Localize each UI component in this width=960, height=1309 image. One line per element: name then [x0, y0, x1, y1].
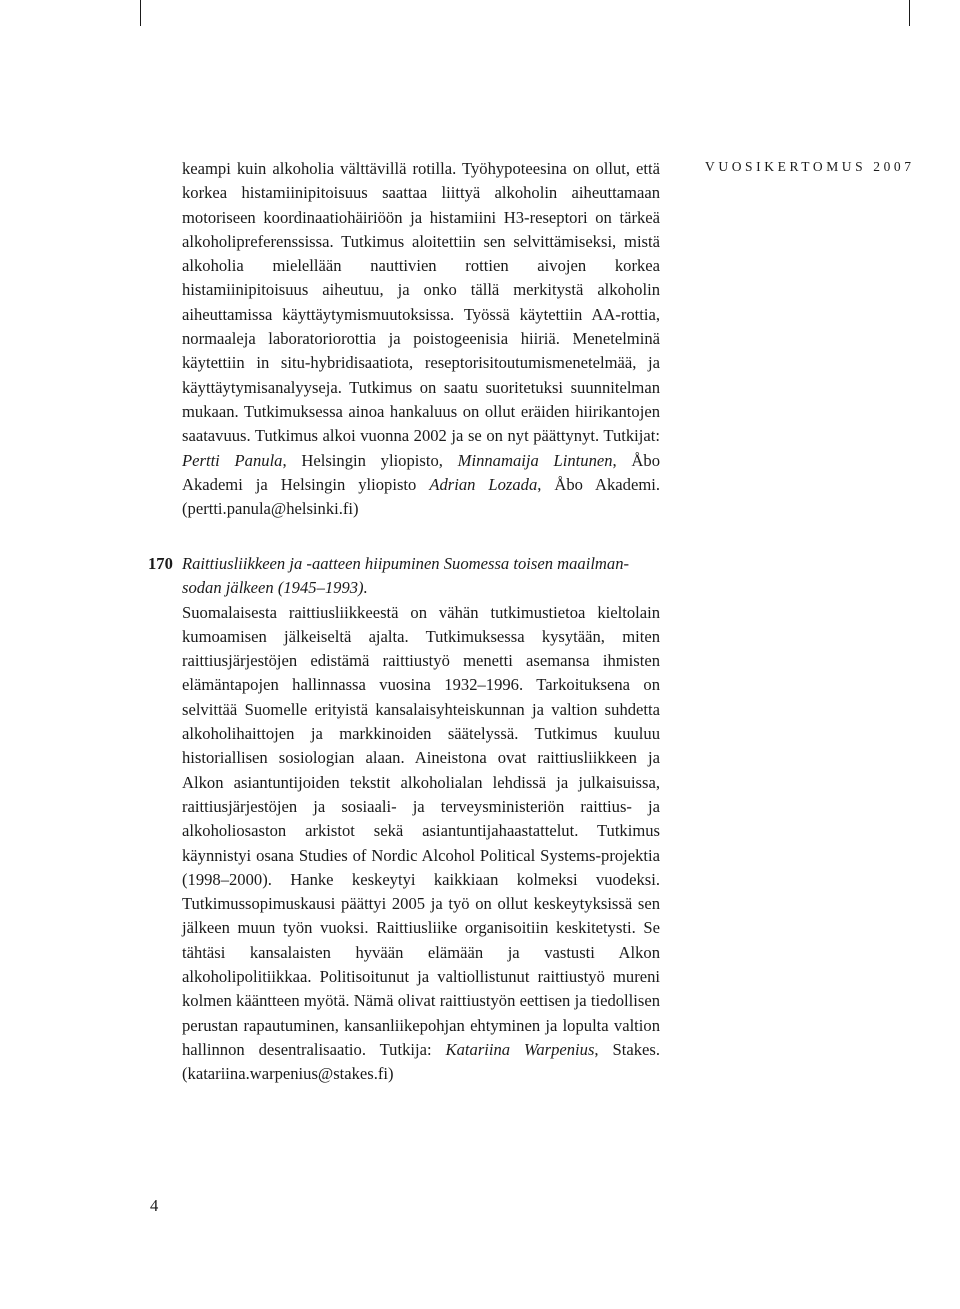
- entry-previous-continued: [182, 157, 660, 521]
- entry-number: 170: [148, 554, 173, 573]
- researcher-name: Katariina Warpenius: [445, 1039, 595, 1059]
- running-head: VUOSIKERTOMUS 2007: [705, 159, 915, 174]
- researcher-name: Pertti Panula: [182, 450, 283, 470]
- crop-mark-right: [909, 0, 910, 26]
- entry-title: Raittiusliikkeen ja -aatteen hiipuminen Suomessa toisen maailman- sodan jälkeen (1945–1993).: [182, 554, 630, 598]
- entry-previous-body: keampi kuin alkoholia välttävillä rotilla. Työhypoteesina on ollut, että korkea histamiinipitoisuus saattaa liittyä alkoholin aiheuttamaan motoriseen koordinaatiohäiriöön ja histamiini H3-reseptori on tärkeä alkoholipreferenssissa. Tutkimus aloitettiin sen selvittämiseksi, mistä alkoholia mielellään nauttivien rottien aivojen korkea histamiinipitoisuus aiheutuu, ja onko tällä merkitystä alkoholin aiheuttamissa käyttäytymismuutoksissa. Työssä käytettiin AA-rottia, normaaleja laboratoriorottia ja poistogeenisia hiiriä. Menetelminä käytettiin in situ-hybridisaatiota, reseptorisitoutumismenetelmää, ja käyttäytymisanalyyseja. Tutkimus on saatu suoritetuksi suunnitelman mukaan. Tutkimuksessa ainoa hankaluus on ollut eräiden hiirikantojen saatavuus. Tutkimus alkoi vuonna 2002 ja se on nyt päättynyt. Tutkijat: Pertti Panula, Helsingin yliopisto, Minnamaija Lintunen, Åbo Akademi ja Helsingin yliopisto Adrian Lozada, Åbo Akademi.(pertti.panula@helsinki.fi): [182, 159, 661, 519]
- researcher-name: Adrian Lozada: [429, 474, 538, 494]
- entry-170: [182, 552, 660, 1087]
- page-number: 4: [150, 1196, 159, 1215]
- crop-mark-left: [140, 0, 141, 26]
- researcher-name: Minnamaija Lintunen: [457, 450, 613, 470]
- entry-170-body: Suomalaisesta raittiusliikkeestä on vähän tutkimustietoa kieltolain kumoamisen jälkeiseltä ajalta. Tutkimuksessa kysytään, miten raittiusjärjestöjen edistämä raittiustyö menetti asemansa ihmisten elämäntapojen hallinnassa vuosina 1932–1996. Tarkoituksena on selvittää Suomelle erityistä kansalaisyhteiskunnan ja valtion suhdetta alkoholihaittojen ja markkinoiden säätelyssä. Tutkimus kuuluu historiallisen sosiologian alaan. Aineistona ovat raittiusliikkeen ja Alkon asiantuntijoiden tekstit alkoholialan lehdissä ja julkaisuissa, raittiusjärjestöjen ja sosiaali- ja terveysministeriön raittius- ja alkoholiosaston arkistot sekä asiantuntijahaastattelut. Tutkimus käynnistyi osana Studies of Nordic Alcohol Political Systems-projektia (1998–2000). Hanke keskeytyi kaikkiaan kolmeksi vuodeksi. Tutkimussopimuskausi päättyi 2005 ja työ on ollut keskeytyksissä sen jälkeen muun työn vuoksi. Raittiusliike organisoitiin keskitetysti. Se tähtäsi kansalaisten hyvään elämään ja vastusti Alkon alkoholipolitiikkaa. Politisoitunut ja valtiollistunut raittiustyö mureni kolmen kääntteen myötä. Nämä olivat raittiustyön eettisen ja tiedollisen perustan rapautuminen, kansanliikepohjan ehtyminen ja lopulta valtion hallinnon desentralisaatio. Tutkija: Katariina Warpenius, Stakes. (katariina.warpenius@stakes.fi): [182, 602, 660, 1084]
